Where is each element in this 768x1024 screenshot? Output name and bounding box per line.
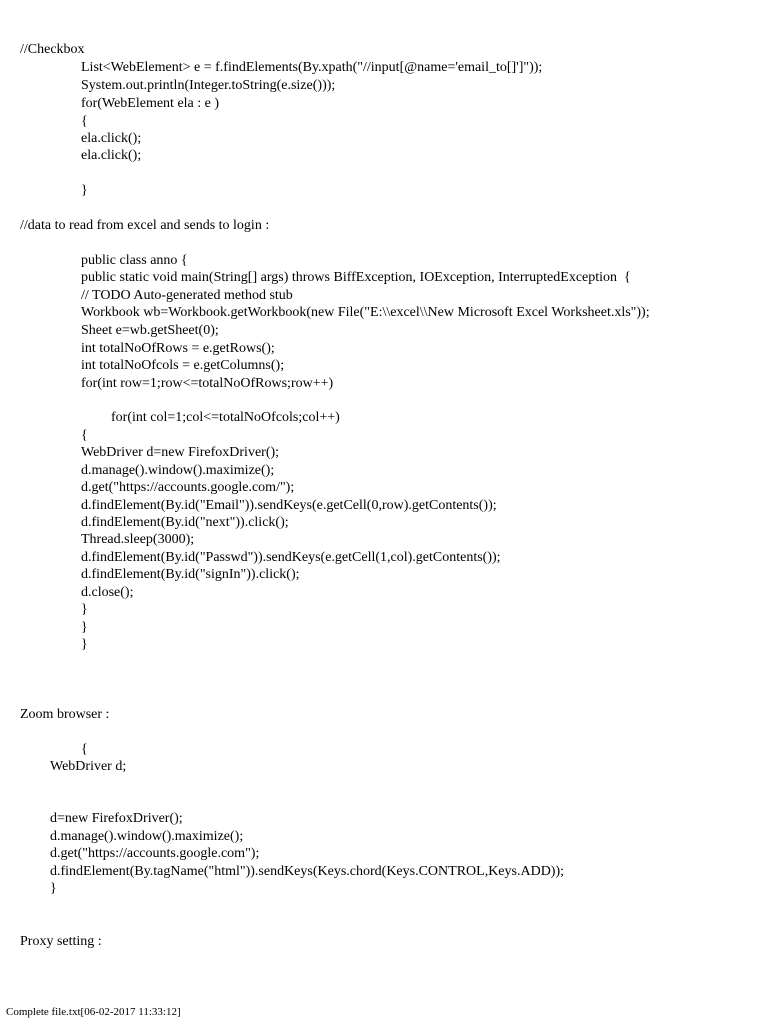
code-line: d.get("https://accounts.google.com"); [50,846,260,861]
code-line: ela.click(); [81,148,142,163]
code-line: { [81,428,88,443]
code-line: } [81,637,88,652]
code-line: d.findElement(By.id("Email")).sendKeys(e.getCell(0,row).getContents()); [81,498,497,513]
code-line: for(WebElement ela : e ) [81,96,220,111]
code-line: Workbook wb=Workbook.getWorkbook(new File("E:\\excel\\New Microsoft Excel Worksheet.xls")); [81,305,650,320]
code-line: // TODO Auto-generated method stub [81,288,293,303]
code-line: Sheet e=wb.getSheet(0); [81,323,219,338]
code-line: } [50,881,57,896]
comment-checkbox: //Checkbox [20,42,85,57]
code-line: for(int row=1;row<=totalNoOfRows;row++) [81,376,334,391]
code-line: Thread.sleep(3000); [81,532,195,547]
code-line: d.manage().window().maximize(); [81,463,275,478]
code-line: } [81,602,88,617]
code-line: { [81,114,88,129]
code-line: public static void main(String[] args) throws BiffException, IOException, InterruptedException { [81,270,631,285]
code-line: WebDriver d; [50,759,127,774]
code-line: { [81,742,88,757]
code-line: d.findElement(By.id("Passwd")).sendKeys(e.getCell(1,col).getContents()); [81,550,501,565]
code-line: d.close(); [81,585,134,600]
code-line: } [81,183,88,198]
code-line: d.findElement(By.id("signIn")).click(); [81,567,300,582]
heading-proxy-setting: Proxy setting : [20,934,102,949]
code-line: public class anno { [81,253,188,268]
code-line: int totalNoOfRows = e.getRows(); [81,341,275,356]
code-line: for(int col=1;col<=totalNoOfcols;col++) [111,410,340,425]
code-line: } [81,620,88,635]
code-line: int totalNoOfcols = e.getColumns(); [81,358,285,373]
page-footer: Complete file.txt[06-02-2017 11:33:12] [6,1006,181,1018]
code-line: List<WebElement> e = f.findElements(By.xpath("//input[@name='email_to[]']")); [81,60,543,75]
code-line: d=new FirefoxDriver(); [50,811,183,826]
code-line: d.get("https://accounts.google.com/"); [81,480,295,495]
code-line: System.out.println(Integer.toString(e.size())); [81,78,336,93]
code-line: ela.click(); [81,131,142,146]
code-line: WebDriver d=new FirefoxDriver(); [81,445,280,460]
code-line: d.manage().window().maximize(); [50,829,244,844]
heading-zoom-browser: Zoom browser : [20,707,110,722]
code-line: d.findElement(By.tagName("html")).sendKeys(Keys.chord(Keys.CONTROL,Keys.ADD)); [50,864,565,879]
code-line: d.findElement(By.id("next")).click(); [81,515,289,530]
comment-excel: //data to read from excel and sends to login : [20,218,270,233]
